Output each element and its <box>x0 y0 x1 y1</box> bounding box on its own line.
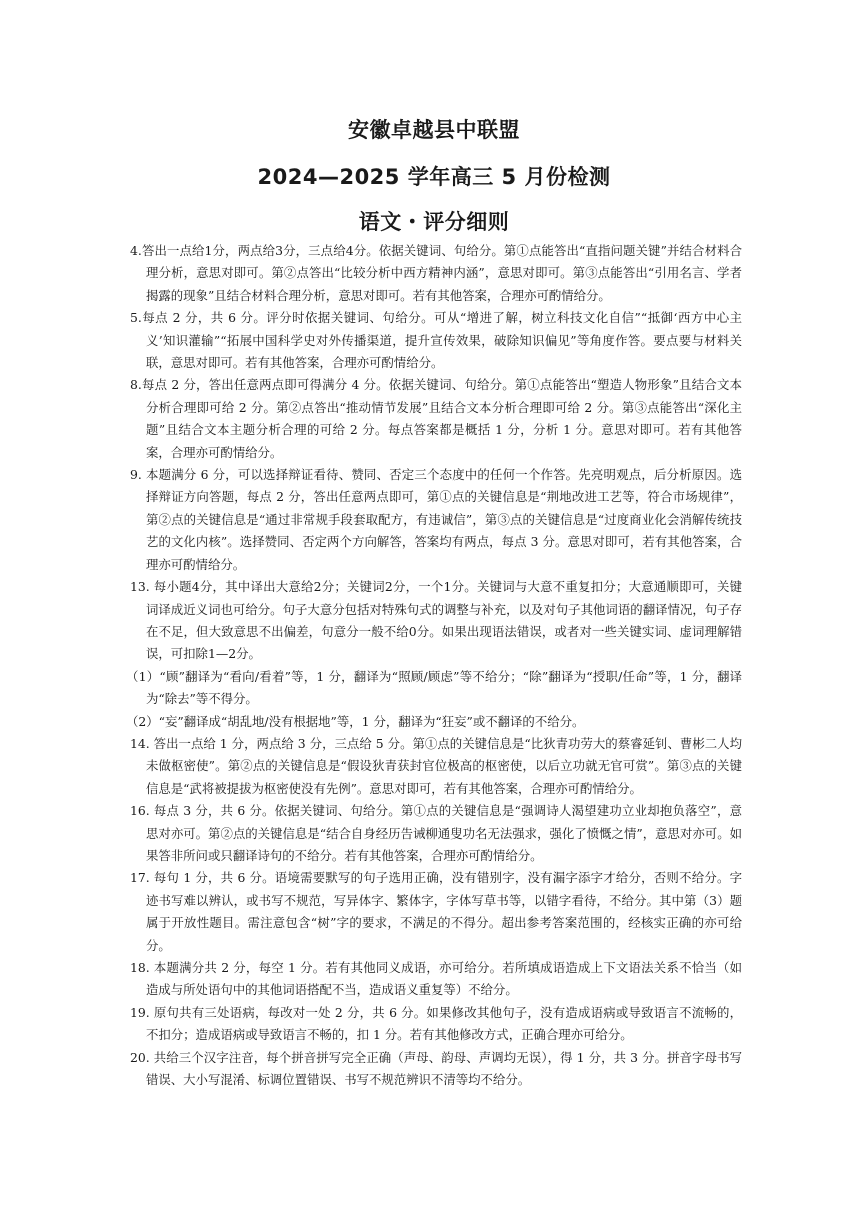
org-title: 安徽卓越县中联盟 <box>348 118 520 142</box>
rule-item-5: 5.每点 2 分，共 6 分。评分时依据关键词、句给分。可从“增进了解，树立科技文化自信”“抵御‘西方中心主义’知识灌输”“拓展中国科学史对外传播渠道，提升宣传效果，破除知识偏见”等角度作答。要点要与材料关联，意思对即可。若有其他答案，合理亦可酌情给分。 <box>130 310 742 371</box>
rule-item-17: 17. 每句 1 分，共 6 分。语境需要默写的句子选用正确，没有错别字，没有漏字添字才给分，否则不给分。字迹书写难以辨认，或书写不规范，写异体字、繁体字，字体写草书等，以错字看待，不给分。其中第（3）题属于开放性题目。需注意包含“树”字的要求，不满足的不得分。超出参考答案范围的，经核实正确的亦可给分。 <box>130 870 742 953</box>
rule-item-9: 9. 本题满分 6 分，可以选择辩证看待、赞同、否定三个态度中的任何一个作答。先亮明观点，后分析原因。选择辩证方向答题，每点 2 分，答出任意两点即可，第①点的关键信息是“荆地改进工艺等，符合市场规律”，第②点的关键信息是“通过非常规手段套取配方，有违诚信”，第③点的关键信息是“过度商业化会消解传统技艺的文化内核”。选择赞同、否定两个方向解答，答案均有两点，每点 3 分。意思对即可，若有其他答案，合理亦可酌情给分。 <box>130 467 742 572</box>
rule-item-8: 8.每点 2 分，答出任意两点即可得满分 4 分。依据关键词、句给分。第①点能答出“塑造人物形象”且结合文本分析合理即可给 2 分。第②点答出“推动情节发展”且结合文本分析合理即可给 2 分。第③点能答出“深化主题”且结合文本主题分析合理的可给 2 分。每点答案都是概括 1 分，分析 1 分。意思对即可。若有其他答案，合理亦可酌情给分。 <box>130 377 742 460</box>
rule-item-16: 16. 每点 3 分，共 6 分。依据关键词、句给分。第①点的关键信息是“强调诗人渴望建功立业却抱负落空”，意思对亦可。第②点的关键信息是“结合自身经历告诫柳通叟功名无法强求，强化了愤慨之情”，意思对亦可。如果答非所问或只翻译诗句的不给分。若有其他答案，合理亦可酌情给分。 <box>130 803 742 863</box>
rule-item-14: 14. 答出一点给 1 分，两点给 3 分，三点给 5 分。第①点的关键信息是“比狄青功劳大的蔡睿延钊、曹彬二人均未做枢密使”。第②点的关键信息是“假设狄青获封官位极高的枢密使，以后立功就无官可赏”。第③点的关键信息是“武将被提拔为枢密使没有先例”。意思对即可，若有其他答案，合理亦可酌情给分。 <box>130 735 742 796</box>
rule-item-18: 18. 本题满分共 2 分，每空 1 分。若有其他同义成语，亦可给分。若所填成语造成上下文语法关系不恰当（如造成与所处语句中的其他词语搭配不当，造成语义重复等）不给分。 <box>130 960 742 998</box>
rule-subitem-13-2: （2）“妄”翻译成“胡乱地/没有根据地”等，1 分，翻译为“狂妄”或不翻译的不给分。 <box>126 713 585 729</box>
scoring-rules <box>126 240 742 1091</box>
doc-title: 语文・评分细则 <box>358 210 510 234</box>
rule-item-4: 4.答出一点给1分，两点给3分，三点给4分。依据关键词、句给分。第①点能答出“直指问题关键”并结合材料合理分析，意思对即可。第②点答出“比较分析中西方精神内涵”，意思对即可。第③点能答出“引用名言、学者揭露的现象”且结合材料合理分析，意思对即可。若有其他答案，合理亦可酌情给分。 <box>130 243 742 303</box>
exam-title: 2024—2025 学年高三 5 月份检测 <box>257 165 611 189</box>
rule-item-19: 19. 原句共有三处语病，每改对一处 2 分，共 6 分。如果修改其他句子，没有造成语病或导致语言不流畅的，不扣分；造成语病或导致语言不畅的，扣 1 分。若有其他修改方式，正确合理亦可给分。 <box>130 1004 742 1043</box>
rule-subitem-13-1: （1）“顾”翻译为“看向/看着”等，1 分，翻译为“照顾/顾虑”等不给分；“除”翻译为“授职/任命”等，1 分，翻译为“除去”等不得分。 <box>126 668 742 707</box>
rule-item-13: 13. 每小题4分，其中译出大意给2分；关键词2分，一个1分。关键词与大意不重复扣分；大意通顺即可，关键词译成近义词也可给分。句子大意分包括对特殊句式的调整与补充，以及对句子其他词语的翻译情况，句子存在不足，但大致意思不出偏差，句意分一般不给0分。如果出现语法错误，或者对一些关键实词、虚词理解错误，可扣除1—2分。 <box>130 579 742 662</box>
rule-item-20: 20. 共给三个汉字注音，每个拼音拼写完全正确（声母、韵母、声调均无误），得 1 分，共 3 分。拼音字母书写错误、大小写混淆、标调位置错误、书写不规范辨识不清等均不给分。 <box>130 1049 742 1088</box>
